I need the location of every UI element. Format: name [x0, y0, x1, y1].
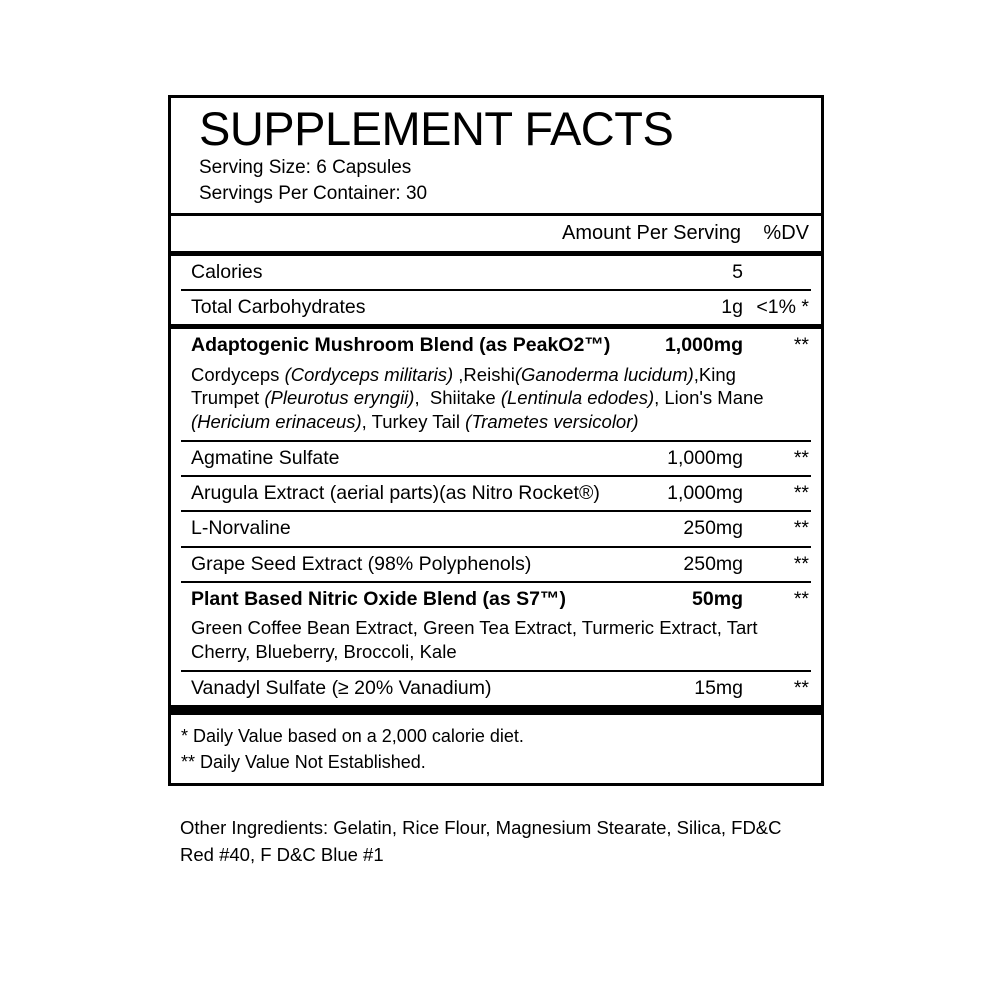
ingredient-amount: 250mg — [683, 552, 743, 575]
supplement-facts-panel — [168, 95, 824, 786]
column-headers — [181, 216, 811, 251]
column-header-section — [171, 216, 821, 251]
ingredient-name: Grape Seed Extract (98% Polyphenols) — [191, 552, 532, 575]
ingredient-amount: 1,000mg — [664, 334, 743, 357]
ingredient-name: Arugula Extract (aerial parts)(as Nitro Rocket®) — [191, 482, 600, 505]
nutrient-amount: 1g — [721, 295, 743, 318]
table-row — [181, 583, 811, 616]
header — [171, 98, 821, 213]
footnote-daily-value: * Daily Value based on a 2,000 calorie diet. — [181, 726, 524, 747]
table-row — [181, 672, 811, 705]
ingredient-amount: 1,000mg — [667, 482, 743, 505]
ingredient-amount: 250mg — [683, 517, 743, 540]
ingredient-name: Agmatine Sulfate — [191, 446, 340, 469]
table-row — [181, 477, 811, 510]
ingredient-name: L-Norvaline — [191, 517, 291, 540]
table-row — [181, 329, 811, 362]
footnotes — [171, 715, 821, 783]
ingredient-amount: 50mg — [692, 588, 743, 611]
ingredient-dv: ** — [793, 334, 809, 357]
nutrient-amount: 5 — [732, 260, 743, 283]
ingredient-name: Plant Based Nitric Oxide Blend (as S7™) — [191, 588, 566, 611]
footnote-not-established: ** Daily Value Not Established. — [181, 752, 426, 773]
table-row — [181, 548, 811, 581]
ingredient-dv: ** — [793, 676, 809, 699]
nutrient-name: Calories — [191, 260, 263, 283]
table-row — [181, 512, 811, 545]
nutrition-box — [168, 216, 824, 787]
column-header-amount: Amount Per Serving — [562, 221, 741, 244]
ingredient-dv: ** — [793, 552, 809, 575]
ingredient-dv: ** — [793, 446, 809, 469]
page-title: SUPPLEMENT FACTS — [199, 102, 674, 155]
ingredient-block — [181, 329, 811, 439]
nutrient-section — [171, 256, 821, 325]
table-row — [181, 291, 811, 324]
ingredient-block — [181, 583, 811, 670]
servings-per-container: Servings Per Container: 30 — [199, 182, 428, 204]
ingredient-dv: ** — [793, 588, 809, 611]
nutrient-dv: <1% * — [756, 295, 809, 318]
header-box — [168, 95, 824, 216]
ingredient-amount: 1,000mg — [667, 446, 743, 469]
ingredient-dv: ** — [793, 517, 809, 540]
ingredient-section — [171, 329, 821, 705]
ingredient-name: Adaptogenic Mushroom Blend (as PeakO2™) — [191, 334, 611, 357]
other-ingredients: Other Ingredients: Gelatin, Rice Flour, Magnesium Stearate, Silica, FD&C Red #40, F D&C Blue #1 — [180, 817, 782, 865]
ingredient-dv: ** — [793, 482, 809, 505]
rule-before-footnotes — [171, 705, 821, 715]
serving-size: Serving Size: 6 Capsules — [199, 157, 412, 179]
column-header-dv: %DV — [763, 221, 809, 244]
ingredient-amount: 15mg — [694, 676, 743, 699]
ingredient-description: Cordyceps (Cordyceps militaris) ,Reishi(Ganoderma lucidum),King Trumpet (Pleurotus eryngii), Shiitake (Lentinula edodes), Lion's Mane (Hericium erinaceus), Turkey Tail (Trametes versicolor) — [191, 363, 764, 432]
table-row — [181, 256, 811, 289]
table-row — [181, 442, 811, 475]
ingredient-description: Green Coffee Bean Extract, Green Tea Extract, Turmeric Extract, Tart Cherry, Blueberry, Broccoli, Kale — [191, 617, 758, 663]
ingredient-name: Vanadyl Sulfate (≥ 20% Vanadium) — [191, 676, 492, 699]
nutrient-name: Total Carbohydrates — [191, 295, 366, 318]
